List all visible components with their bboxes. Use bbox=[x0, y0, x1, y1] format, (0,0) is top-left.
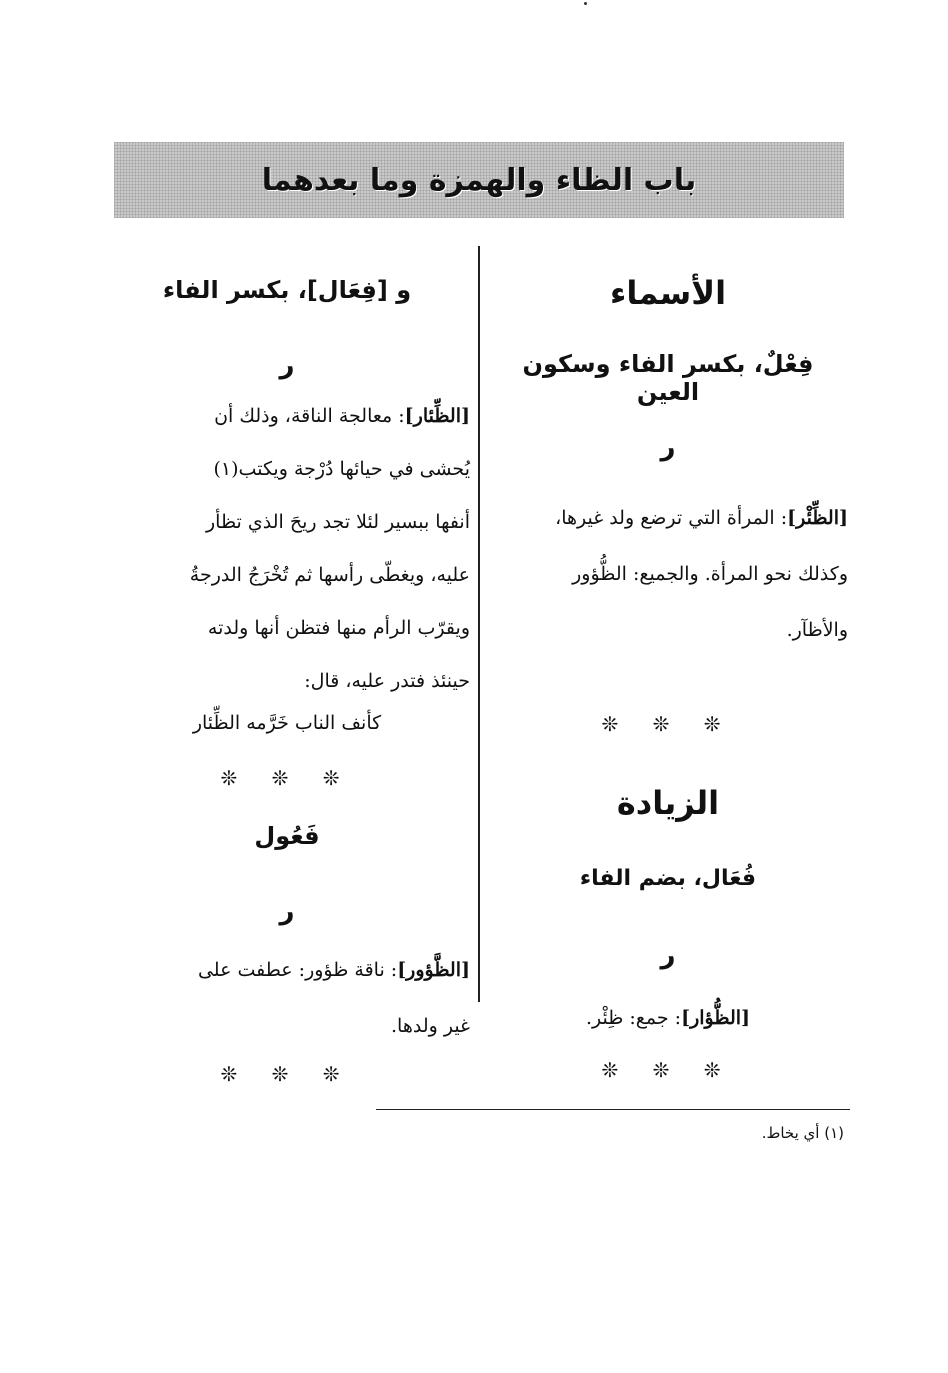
entry-term: [الظُّؤار] bbox=[681, 1007, 750, 1029]
section-separator-stars: ❊ ❊ ❊ bbox=[601, 712, 735, 736]
entry-term: [الظِّئْر] bbox=[787, 507, 848, 529]
left-column bbox=[104, 250, 470, 1090]
pattern-heading-fi3al: و [فِعَال]، بكسر الفاء bbox=[162, 276, 412, 304]
chapter-header-band bbox=[114, 142, 844, 218]
chapter-title: باب الظاء والهمزة وما بعدهما bbox=[261, 162, 697, 198]
pattern-heading-fa3ul: فَعُول bbox=[254, 822, 320, 850]
section-separator-stars: ❊ ❊ ❊ bbox=[601, 1058, 735, 1082]
footnote: (١) أي يخاط. bbox=[761, 1124, 844, 1142]
column-divider bbox=[478, 246, 480, 1002]
entry-text-line: وكذلك نحو المرأة. والجميع: الظُّؤور bbox=[572, 563, 848, 585]
pattern-heading-fu3al: فُعَال، بضم الفاء bbox=[579, 866, 757, 891]
right-column bbox=[488, 250, 848, 1090]
entry-term: [الظِّئار] bbox=[404, 405, 470, 427]
poetry-verse: كأنف الناب خَرَّمه الظِّئار bbox=[192, 712, 382, 734]
entry-zu2ar bbox=[488, 990, 848, 1046]
entry-text-line: : معالجة الناقة، وذلك أن bbox=[214, 405, 405, 427]
entry-zi2ar bbox=[104, 390, 470, 708]
entry-text-line: : ناقة ظؤور: عطفت على bbox=[197, 959, 398, 981]
root-letter: ر bbox=[660, 940, 676, 970]
section-title-additions: الزيادة bbox=[616, 784, 720, 822]
entry-text-line: : المرأة التي ترضع ولد غيرها، bbox=[555, 507, 788, 529]
root-letter: ر bbox=[279, 350, 295, 380]
entry-term: [الظَّؤور] bbox=[397, 959, 470, 981]
entry-text-line: ويقرّب الرأم منها فتظن أنها ولدته bbox=[207, 617, 470, 639]
root-letter: ر bbox=[660, 432, 676, 462]
entry-text-line: يُحشى في حيائها دُرْجة ويكتب(١) bbox=[213, 458, 470, 480]
entry-text-line: حينئذ فتدر عليه، قال: bbox=[304, 670, 470, 692]
entry-zi2r bbox=[488, 490, 848, 658]
entry-text-line: غير ولدها. bbox=[391, 1015, 470, 1037]
section-separator-stars: ❊ ❊ ❊ bbox=[220, 1062, 354, 1086]
entry-za2ur bbox=[104, 942, 470, 1054]
entry-text: : جمع: ظِئْر. bbox=[585, 1007, 682, 1029]
pattern-heading-fi3l: فِعْلٌ، بكسر الفاء وسكون العين bbox=[522, 350, 814, 406]
footnote-rule bbox=[376, 1109, 850, 1110]
entry-text-line: عليه، ويغطّى رأسها ثم تُخْرَجُ الدرجةُ bbox=[189, 564, 470, 586]
scan-speck bbox=[584, 2, 587, 5]
section-title-nouns: الأسماء bbox=[609, 274, 727, 312]
entry-text-line: والأظآر. bbox=[786, 619, 848, 641]
section-separator-stars: ❊ ❊ ❊ bbox=[220, 766, 354, 790]
entry-text-line: أنفها ببسير لئلا تجد ريحَ الذي تظأر bbox=[205, 511, 470, 533]
root-letter: ر bbox=[279, 896, 295, 926]
